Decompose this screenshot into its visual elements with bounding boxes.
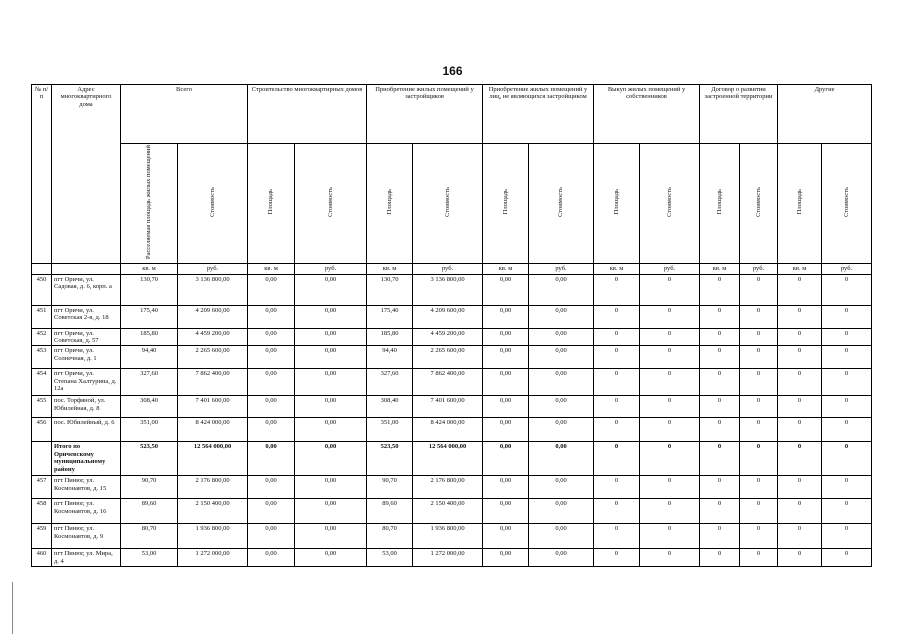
cell-area: 0	[778, 346, 822, 369]
cell-area: 0,00	[248, 442, 295, 476]
cell-area: 94,40	[121, 346, 178, 369]
table-row	[32, 369, 872, 396]
cell-cost: 4 459 200,00	[413, 328, 483, 346]
row-address: пгт Оричи, ул. Советская, д. 57	[52, 328, 121, 346]
cell-cost: 0,00	[529, 418, 594, 442]
cell-area: 0,00	[248, 346, 295, 369]
cell-area: 0	[594, 305, 640, 328]
cell-area: 0	[778, 328, 822, 346]
cell-area: 0,00	[483, 396, 529, 418]
subheader-area: Площадь	[248, 144, 295, 264]
cell-area: 0	[594, 274, 640, 305]
header-group-purchase-non-developers: Приобретение жилых помещений у лиц, не являющихся застройщиком	[483, 85, 594, 144]
cell-cost: 2 150 400,00	[178, 499, 248, 524]
cell-area: 0	[594, 346, 640, 369]
cell-area: 0,00	[483, 305, 529, 328]
cell-cost: 0,00	[529, 396, 594, 418]
cell-cost: 0	[822, 476, 872, 499]
scan-edge-line	[12, 582, 13, 634]
cell-area: 327,60	[121, 369, 178, 396]
cell-cost: 7 862 400,00	[413, 369, 483, 396]
cell-cost: 2 150 400,00	[413, 499, 483, 524]
row-number: 453	[32, 346, 52, 369]
cell-area: 0,00	[483, 274, 529, 305]
subheader-area: Площадь	[594, 144, 640, 264]
cell-area: 0	[778, 524, 822, 549]
cell-cost: 0,00	[529, 328, 594, 346]
cell-cost: 3 136 800,00	[178, 274, 248, 305]
cell-area: 80,70	[367, 524, 413, 549]
cell-cost: 8 424 000,00	[413, 418, 483, 442]
cell-area: 351,00	[121, 418, 178, 442]
header-address: Адрес многоквартирного дома	[52, 85, 121, 264]
cell-cost: 0	[822, 442, 872, 476]
cell-cost: 0,00	[529, 369, 594, 396]
subheader-area: Площадь	[483, 144, 529, 264]
cell-cost: 2 176 800,00	[178, 476, 248, 499]
cell-area: 130,70	[367, 274, 413, 305]
row-address: пгт Пинюг, ул. Космонавтов, д. 16	[52, 499, 121, 524]
cell-cost: 12 564 000,00	[413, 442, 483, 476]
cell-area: 523,50	[367, 442, 413, 476]
cell-cost: 0	[740, 305, 778, 328]
cell-cost: 7 401 600,00	[413, 396, 483, 418]
unit-cost: руб.	[640, 263, 700, 274]
cell-area: 0,00	[248, 305, 295, 328]
table-row	[32, 476, 872, 499]
cell-area: 0	[594, 549, 640, 567]
row-number: 454	[32, 369, 52, 396]
row-number: 457	[32, 476, 52, 499]
cell-cost: 0	[740, 442, 778, 476]
cell-cost: 3 136 800,00	[413, 274, 483, 305]
cell-area: 0	[700, 476, 740, 499]
cell-cost: 0	[740, 396, 778, 418]
cell-area: 0	[700, 524, 740, 549]
table-row	[32, 328, 872, 346]
cell-cost: 0,00	[295, 442, 367, 476]
cell-area: 94,40	[367, 346, 413, 369]
cell-area: 0	[700, 369, 740, 396]
cell-cost: 0,00	[529, 442, 594, 476]
cell-area: 523,50	[121, 442, 178, 476]
cell-area: 90,70	[121, 476, 178, 499]
cell-cost: 0	[822, 396, 872, 418]
cell-area: 0	[700, 328, 740, 346]
subheader-cost: Стоимость	[640, 144, 700, 264]
subheader-area: Площадь	[367, 144, 413, 264]
cell-cost: 0	[640, 396, 700, 418]
housing-table	[31, 84, 872, 567]
cell-area: 0	[778, 305, 822, 328]
cell-cost: 0	[822, 346, 872, 369]
cell-area: 327,60	[367, 369, 413, 396]
row-address: пгт Оричи, ул. Солнечная, д. 1	[52, 346, 121, 369]
cell-area: 0	[778, 499, 822, 524]
cell-area: 0,00	[248, 328, 295, 346]
cell-cost: 8 424 000,00	[178, 418, 248, 442]
cell-area: 0,00	[248, 396, 295, 418]
cell-cost: 0,00	[295, 346, 367, 369]
cell-cost: 0	[640, 346, 700, 369]
cell-cost: 7 862 400,00	[178, 369, 248, 396]
cell-area: 0,00	[483, 418, 529, 442]
cell-cost: 0,00	[295, 549, 367, 567]
cell-area: 0	[594, 499, 640, 524]
cell-area: 0,00	[483, 499, 529, 524]
row-number: 450	[32, 274, 52, 305]
cell-area: 53,00	[121, 549, 178, 567]
row-number: 459	[32, 524, 52, 549]
cell-area: 0	[700, 346, 740, 369]
cell-area: 0	[778, 476, 822, 499]
cell-cost: 12 564 000,00	[178, 442, 248, 476]
unit-area: кв. м	[483, 263, 529, 274]
cell-area: 0	[700, 418, 740, 442]
subheader-cost: Стоимость	[822, 144, 872, 264]
cell-cost: 4 209 600,00	[413, 305, 483, 328]
row-number: 458	[32, 499, 52, 524]
cell-area: 308,40	[367, 396, 413, 418]
cell-area: 175,40	[121, 305, 178, 328]
cell-area: 0	[594, 476, 640, 499]
cell-area: 0	[700, 549, 740, 567]
row-number	[32, 442, 52, 476]
cell-cost: 0	[640, 549, 700, 567]
cell-cost: 0,00	[529, 476, 594, 499]
subheader-cost: Стоимость	[529, 144, 594, 264]
row-number: 455	[32, 396, 52, 418]
unit-cost: руб.	[822, 263, 872, 274]
subheader-area: Площадь	[778, 144, 822, 264]
cell-area: 0,00	[483, 442, 529, 476]
cell-area: 0	[700, 396, 740, 418]
cell-cost: 0	[740, 418, 778, 442]
subheader-cost: Стоимость	[178, 144, 248, 264]
cell-area: 0	[594, 418, 640, 442]
cell-cost: 0	[740, 476, 778, 499]
cell-cost: 0,00	[295, 499, 367, 524]
cell-cost: 0	[740, 524, 778, 549]
cell-area: 0	[700, 442, 740, 476]
cell-cost: 0	[740, 328, 778, 346]
cell-cost: 0	[740, 274, 778, 305]
cell-area: 0,00	[248, 499, 295, 524]
cell-area: 351,00	[367, 418, 413, 442]
unit-blank	[32, 263, 52, 274]
table-row	[32, 499, 872, 524]
row-number: 451	[32, 305, 52, 328]
cell-cost: 0,00	[529, 305, 594, 328]
cell-area: 0	[700, 274, 740, 305]
page-number: 166	[442, 64, 463, 78]
cell-area: 0	[778, 369, 822, 396]
table-row	[32, 396, 872, 418]
header-group-other: Другие	[778, 85, 872, 144]
cell-cost: 1 936 800,00	[178, 524, 248, 549]
cell-area: 0,00	[248, 476, 295, 499]
cell-area: 0	[778, 396, 822, 418]
cell-area: 0,00	[483, 369, 529, 396]
cell-cost: 0,00	[529, 499, 594, 524]
cell-cost: 0,00	[529, 346, 594, 369]
unit-cost: руб.	[178, 263, 248, 274]
cell-area: 0	[594, 369, 640, 396]
cell-cost: 0,00	[295, 418, 367, 442]
cell-area: 90,70	[367, 476, 413, 499]
table-body	[32, 274, 872, 567]
cell-area: 89,60	[121, 499, 178, 524]
cell-area: 0,00	[248, 274, 295, 305]
subheader-area: Площадь	[700, 144, 740, 264]
cell-cost: 0	[740, 549, 778, 567]
table-row	[32, 418, 872, 442]
cell-cost: 0,00	[295, 476, 367, 499]
cell-area: 0,00	[248, 369, 295, 396]
cell-area: 0	[778, 549, 822, 567]
header-group-construction: Строительство многоквартирных домов	[248, 85, 367, 144]
cell-cost: 0	[822, 328, 872, 346]
row-address: пос. Юбилейный, д. 6	[52, 418, 121, 442]
cell-cost: 0	[640, 524, 700, 549]
unit-area: кв. м	[700, 263, 740, 274]
header-num: № п/п	[32, 85, 52, 264]
cell-cost: 0	[822, 369, 872, 396]
cell-cost: 0	[822, 549, 872, 567]
unit-area: кв. м	[248, 263, 295, 274]
row-address: пгт Оричи, ул. Степана Халтурина, д. 12а	[52, 369, 121, 396]
cell-area: 0,00	[248, 549, 295, 567]
row-address: пгт Пинюг, ул. Космонавтов, д. 15	[52, 476, 121, 499]
cell-area: 0	[778, 418, 822, 442]
cell-cost: 0	[640, 442, 700, 476]
unit-cost: руб.	[740, 263, 778, 274]
cell-cost: 0	[822, 499, 872, 524]
subheader-cost: Стоимость	[740, 144, 778, 264]
header-group-buyout: Выкуп жилых помещений у собственников	[594, 85, 700, 144]
cell-area: 0,00	[248, 524, 295, 549]
cell-cost: 1 272 000,00	[178, 549, 248, 567]
header-group-development-contract: Договор о развитии застроенной территории	[700, 85, 778, 144]
header-group-total: Всего	[121, 85, 248, 144]
unit-cost: руб.	[529, 263, 594, 274]
cell-cost: 0,00	[295, 369, 367, 396]
table-row	[32, 549, 872, 567]
header-group-purchase-developers: Приобретение жилых помещений у застройщиков	[367, 85, 483, 144]
cell-cost: 2 265 600,00	[178, 346, 248, 369]
unit-cost: руб.	[413, 263, 483, 274]
table-row	[32, 524, 872, 549]
cell-cost: 4 459 200,00	[178, 328, 248, 346]
subheader-cost: Стоимость	[413, 144, 483, 264]
cell-area: 0,00	[483, 549, 529, 567]
cell-cost: 0	[822, 305, 872, 328]
table-row	[32, 305, 872, 328]
row-address: пос. Торфяной, ул. Юбилейная, д. 8	[52, 396, 121, 418]
unit-area: кв. м	[121, 263, 178, 274]
table-row	[32, 274, 872, 305]
cell-cost: 0,00	[295, 274, 367, 305]
row-address: пгт Пинюг, ул. Мира, д. 4	[52, 549, 121, 567]
cell-cost: 7 401 600,00	[178, 396, 248, 418]
cell-area: 0	[778, 442, 822, 476]
cell-area: 185,80	[121, 328, 178, 346]
cell-cost: 0	[822, 524, 872, 549]
unit-area: кв. м	[594, 263, 640, 274]
cell-area: 0,00	[483, 328, 529, 346]
cell-area: 130,70	[121, 274, 178, 305]
cell-cost: 0,00	[295, 396, 367, 418]
cell-cost: 0,00	[529, 274, 594, 305]
cell-cost: 0,00	[529, 524, 594, 549]
cell-cost: 0	[640, 274, 700, 305]
cell-area: 0	[594, 442, 640, 476]
cell-area: 0,00	[248, 418, 295, 442]
cell-area: 0	[594, 328, 640, 346]
row-number: 456	[32, 418, 52, 442]
cell-area: 89,60	[367, 499, 413, 524]
unit-area: кв. м	[367, 263, 413, 274]
cell-cost: 0,00	[295, 328, 367, 346]
cell-area: 0,00	[483, 346, 529, 369]
cell-cost: 0	[740, 499, 778, 524]
cell-cost: 0,00	[529, 549, 594, 567]
cell-cost: 0	[640, 328, 700, 346]
row-address: пгт Пинюг, ул. Космонавтов, д. 9	[52, 524, 121, 549]
cell-area: 175,40	[367, 305, 413, 328]
row-address: пгт Оричи, ул. Садовая, д. 6, корп. а	[52, 274, 121, 305]
row-number: 452	[32, 328, 52, 346]
unit-blank	[52, 263, 121, 274]
cell-cost: 0	[640, 369, 700, 396]
cell-area: 0	[700, 499, 740, 524]
cell-cost: 0	[822, 274, 872, 305]
cell-cost: 2 265 600,00	[413, 346, 483, 369]
cell-area: 0	[778, 274, 822, 305]
cell-area: 185,80	[367, 328, 413, 346]
cell-cost: 0	[640, 476, 700, 499]
cell-area: 0	[594, 396, 640, 418]
cell-area: 53,00	[367, 549, 413, 567]
cell-cost: 0,00	[295, 305, 367, 328]
row-address: Итого по Оричевскому муниципальному району	[52, 442, 121, 476]
cell-area: 0	[700, 305, 740, 328]
cell-cost: 0	[640, 305, 700, 328]
cell-area: 80,70	[121, 524, 178, 549]
cell-cost: 0	[740, 369, 778, 396]
table-row-subtotal	[32, 442, 872, 476]
cell-cost: 0	[640, 499, 700, 524]
cell-cost: 2 176 800,00	[413, 476, 483, 499]
cell-area: 0,00	[483, 476, 529, 499]
cell-area: 0	[594, 524, 640, 549]
cell-cost: 0	[822, 418, 872, 442]
cell-cost: 0	[740, 346, 778, 369]
row-number: 460	[32, 549, 52, 567]
table-row	[32, 346, 872, 369]
cell-area: 308,40	[121, 396, 178, 418]
cell-cost: 0	[640, 418, 700, 442]
subheader-total-area: Расселяемая площадь жилых помещений	[121, 144, 178, 264]
unit-cost: руб.	[295, 263, 367, 274]
cell-cost: 0,00	[295, 524, 367, 549]
cell-area: 0,00	[483, 524, 529, 549]
subheader-cost: Стоимость	[295, 144, 367, 264]
cell-cost: 4 209 600,00	[178, 305, 248, 328]
cell-cost: 1 272 000,00	[413, 549, 483, 567]
row-address: пгт Оричи, ул. Советская 2-я, д. 18	[52, 305, 121, 328]
unit-area: кв. м	[778, 263, 822, 274]
cell-cost: 1 936 800,00	[413, 524, 483, 549]
